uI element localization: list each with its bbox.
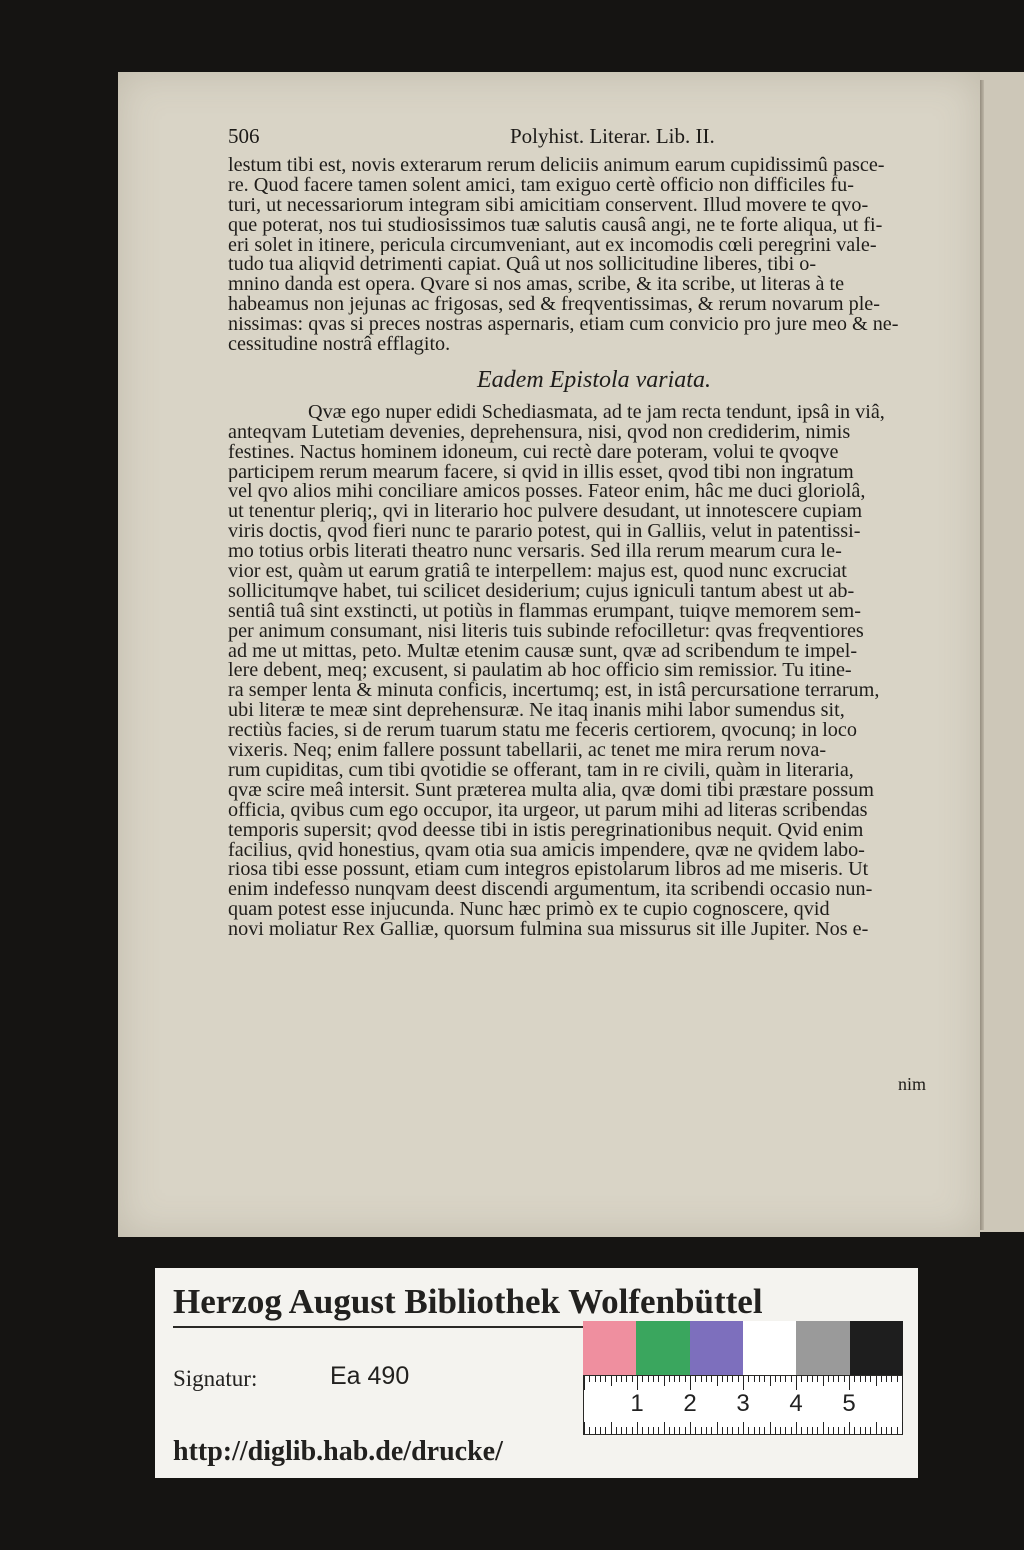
ruler-tick: [865, 1427, 866, 1434]
ruler-tick: [844, 1376, 845, 1382]
text-line: Qvæ ego nuper edidi Schediasmata, ad te jam recta tendunt, ipsâ in viâ,: [308, 402, 885, 423]
ruler-tick: [812, 1376, 813, 1382]
ruler-tick: [642, 1427, 643, 1434]
text-line: que poterat, nos tui studiosissimos tuæ salutis causâ angi, ne te forte aliqua, ut fi-: [228, 215, 883, 236]
ruler-tick: [605, 1427, 606, 1434]
ruler-tick: [632, 1427, 633, 1434]
ruler-tick: [770, 1376, 771, 1386]
ruler-tick: [876, 1422, 877, 1434]
ruler-tick: [658, 1427, 659, 1434]
text-line: tudo tua aliqvid detrimenti capiat. Quâ ut nos sollicitudine liberes, tibi o-: [228, 255, 817, 276]
ruler-tick: [796, 1376, 797, 1390]
text-line: ra semper lenta & minuta conficis, incertumq; est, in istâ percursatione terrarum,: [228, 681, 880, 702]
ruler-tick: [589, 1376, 590, 1382]
text-line: sentiâ tuâ sint exstincti, ut potiùs in flammas erumpant, tuiqve memorem sem-: [228, 601, 861, 622]
ruler-tick: [658, 1376, 659, 1382]
ruler-tick: [621, 1427, 622, 1434]
ruler-tick: [844, 1427, 845, 1434]
text-line: per animum consumant, nisi literis tuis subinde refocilletur: qvas freqventiores: [228, 621, 864, 642]
ruler-tick: [764, 1376, 765, 1382]
ruler-tick: [626, 1427, 627, 1434]
ruler-tick: [690, 1422, 691, 1434]
text-line: vixeris. Neq; enim fallere possunt tabellarii, ac tenet me mira rerum nova-: [228, 741, 827, 761]
ruler-tick: [685, 1376, 686, 1382]
ruler-tick: [828, 1427, 829, 1434]
ruler-tick: [611, 1376, 612, 1386]
text-line: vel qvo alios mihi conciliare amicos posses. Fateor enim, hâc me duci gloriolâ,: [228, 482, 866, 503]
running-head: Polyhist. Literar. Lib. II.: [510, 124, 715, 148]
ruler-tick: [801, 1427, 802, 1434]
ruler-tick: [891, 1427, 892, 1434]
ruler-tick: [653, 1376, 654, 1382]
text-line: turi, ut necessariorum integram sibi amicitiam conservent. Illud movere te qvo-: [228, 195, 869, 216]
ruler-tick: [648, 1376, 649, 1382]
ruler-tick: [722, 1427, 723, 1434]
text-line: rectiùs facies, si de rerum tuarum statu me feceris certiorem, qvocunq; in loco: [228, 721, 857, 742]
ruler-tick: [664, 1422, 665, 1434]
ruler-tick: [849, 1376, 850, 1390]
body-text: [228, 156, 960, 940]
text-line: mo totius orbis literati theatro nunc versaris. Sed illa rerum mearum cura le-: [228, 542, 842, 563]
ruler-tick: [738, 1427, 739, 1434]
color-swatch: [583, 1321, 636, 1375]
text-line: enim indefesso nunqvam deest discendi argumentum, ita scribendi occasio nun-: [228, 880, 873, 901]
text-line: viris doctis, qvod fieri nunc te parario potest, qui in Galliis, velut in patentissi-: [228, 522, 861, 543]
ruler-tick: [674, 1376, 675, 1382]
ruler-number: 2: [683, 1390, 697, 1417]
text-line: ad me ut mittas, peto. Multæ etenim causæ sunt, qvæ ad scribendum te impel-: [228, 641, 858, 662]
ruler-tick: [780, 1376, 781, 1382]
ruler-tick: [637, 1422, 638, 1434]
ruler-tick: [817, 1376, 818, 1382]
text-line: sollicitumqve habet, tui scilicet desiderium; cujus igniculi tantum abest ut ab-: [228, 581, 855, 602]
ruler-tick: [664, 1376, 665, 1386]
library-url: http://diglib.hab.de/drucke/: [173, 1436, 503, 1467]
shelfmark-value: Ea 490: [330, 1362, 410, 1390]
ruler-tick: [595, 1376, 596, 1382]
ruler-tick: [695, 1427, 696, 1434]
text-line: facilius, qvid honestius, qvam otia sua amicis impendere, qvæ ne qvidem labo-: [228, 840, 865, 861]
text-line: re. Quod facere tamen solent amici, tam exiguo certè officio non difficiles fu-: [228, 175, 854, 196]
text-line: officia, qvibus cum ego occupor, ita urgeor, ut parum mihi ad literas scribendas: [228, 800, 868, 821]
text-line: mnino danda est opera. Qvare si nos amas, scribe, & ita scribe, ut literas à te: [228, 275, 845, 296]
ruler-tick: [865, 1376, 866, 1382]
ruler-number: 1: [630, 1390, 644, 1417]
ruler-tick: [584, 1422, 585, 1434]
ruler-tick: [690, 1376, 691, 1390]
ruler-tick: [785, 1427, 786, 1434]
scale-ruler: [583, 1375, 903, 1435]
section-heading: Eadem Epistola variata.: [477, 366, 711, 393]
ruler-tick: [701, 1376, 702, 1382]
color-swatch: [743, 1321, 796, 1375]
library-name: Herzog August Bibliothek Wolfenbüttel: [173, 1282, 763, 1321]
ruler-tick: [891, 1376, 892, 1382]
text-line: cessitudine nostrâ efflagito.: [228, 335, 451, 355]
ruler-tick: [584, 1376, 585, 1390]
ruler-tick: [743, 1376, 744, 1390]
ruler-tick: [759, 1427, 760, 1434]
text-line: ubi literæ te meæ sint deprehensuræ. Ne itaq inanis mihi labor sumendus sit,: [228, 701, 845, 722]
ruler-number: 5: [842, 1390, 856, 1417]
ruler-tick: [759, 1376, 760, 1382]
ruler-tick: [860, 1376, 861, 1382]
ruler-tick: [775, 1376, 776, 1382]
ruler-tick: [812, 1427, 813, 1434]
ruler-tick: [796, 1422, 797, 1434]
ruler-tick: [754, 1376, 755, 1382]
ruler-tick: [621, 1376, 622, 1382]
ruler-tick: [679, 1376, 680, 1382]
ruler-tick: [754, 1427, 755, 1434]
ruler-tick: [743, 1422, 744, 1434]
text-line: lestum tibi est, novis exterarum rerum deliciis animum earum cupidissimû pasce-: [228, 156, 885, 176]
ruler-tick: [669, 1427, 670, 1434]
ruler-tick: [748, 1427, 749, 1434]
text-line: ut tenentur pleriq;, qvi in literario hoc pulvere desudant, ut innotescere cupiam: [228, 502, 863, 523]
ruler-tick: [727, 1376, 728, 1382]
ruler-tick: [732, 1376, 733, 1382]
ruler-tick: [637, 1376, 638, 1390]
ruler-tick: [679, 1427, 680, 1434]
ruler-tick: [791, 1376, 792, 1382]
ruler-tick: [706, 1376, 707, 1382]
text-line: habeamus non jejunas ac frigosas, sed & freqventissimas, & rerum novarum ple-: [228, 295, 880, 316]
ruler-tick: [706, 1427, 707, 1434]
text-line: quam potest esse injucunda. Nunc hæc primò ex te cupio cognoscere, qvid: [228, 900, 830, 921]
ruler-tick: [881, 1427, 882, 1434]
facing-page-edge: [978, 72, 1024, 1232]
color-calibration-strip: [583, 1321, 903, 1375]
ruler-tick: [780, 1427, 781, 1434]
color-swatch: [636, 1321, 689, 1375]
ruler-tick: [828, 1376, 829, 1382]
letter-variant-text: [228, 403, 960, 940]
ruler-tick: [632, 1376, 633, 1382]
ruler-tick: [886, 1376, 887, 1382]
color-swatch: [690, 1321, 743, 1375]
ruler-tick: [838, 1376, 839, 1382]
text-line: novi moliatur Rex Galliæ, quorsum fulmina sua missurus sit ille Jupiter. Nos e-: [228, 920, 869, 940]
ruler-tick: [807, 1376, 808, 1382]
ruler-tick: [669, 1376, 670, 1382]
ruler-tick: [791, 1427, 792, 1434]
ruler-tick: [833, 1376, 834, 1382]
ruler-tick: [653, 1427, 654, 1434]
text-line: eri solet in itinere, pericula circumveniant, aut ex incomodis cœli peregrini vale-: [228, 235, 877, 256]
ruler-tick: [595, 1427, 596, 1434]
ruler-tick: [648, 1427, 649, 1434]
ruler-tick: [817, 1427, 818, 1434]
text-line: lere debent, meq; excusent, si paulatim ab hoc officio sim remissior. Tu itine-: [228, 661, 852, 682]
color-swatch: [850, 1321, 903, 1375]
ruler-tick: [616, 1427, 617, 1434]
text-line: rum cupiditas, cum tibi qvotidie se offerant, tam in re civili, quàm in literaria,: [228, 760, 854, 781]
catchword: nim: [898, 1074, 927, 1094]
text-line: participem rerum mearum facere, si qvid in illis esset, qvod tibi non ingratum: [228, 462, 854, 483]
ruler-tick: [685, 1427, 686, 1434]
ruler-number: 3: [736, 1390, 750, 1417]
ruler-tick: [886, 1427, 887, 1434]
text-line: nissimas: qvas si preces nostras aspernaris, etiam cum convicio pro jure meo & ne-: [228, 315, 899, 336]
ruler-tick: [701, 1427, 702, 1434]
ruler-tick: [823, 1422, 824, 1434]
ruler-tick: [727, 1427, 728, 1434]
ruler-tick: [605, 1376, 606, 1382]
ruler-tick: [600, 1376, 601, 1382]
ruler-tick: [854, 1427, 855, 1434]
ruler-tick: [838, 1427, 839, 1434]
ruler-tick: [711, 1376, 712, 1382]
ruler-tick: [902, 1376, 903, 1390]
shelfmark-label: Signatur:: [173, 1366, 258, 1391]
ruler-tick: [823, 1376, 824, 1386]
ruler-tick: [801, 1376, 802, 1382]
ruler-tick: [642, 1376, 643, 1382]
text-line: riosa tibi esse possunt, etiam cum integros epistolarum libros ad me miseris. Ut: [228, 860, 869, 881]
ruler-tick: [711, 1427, 712, 1434]
ruler-tick: [611, 1422, 612, 1434]
ruler-tick: [833, 1427, 834, 1434]
ruler-tick: [626, 1376, 627, 1382]
ruler-tick: [717, 1422, 718, 1434]
ruler-tick: [764, 1427, 765, 1434]
ruler-tick: [748, 1376, 749, 1382]
ruler-tick: [717, 1376, 718, 1386]
ruler-minor-scale: [584, 1420, 902, 1434]
ruler-tick: [600, 1427, 601, 1434]
ruler-tick: [854, 1376, 855, 1382]
ruler-tick: [807, 1427, 808, 1434]
text-line: anteqvam Lutetiam devenies, deprehensura, nisi, qvod non crediderim, nimis: [228, 422, 851, 443]
ruler-tick: [732, 1427, 733, 1434]
ruler-tick: [695, 1376, 696, 1382]
ruler-tick: [897, 1427, 898, 1434]
ruler-tick: [722, 1376, 723, 1382]
ruler-tick: [881, 1376, 882, 1382]
ruler-tick: [616, 1376, 617, 1382]
ruler-tick: [674, 1427, 675, 1434]
ruler-tick: [775, 1427, 776, 1434]
ruler-tick: [870, 1376, 871, 1382]
ruler-tick: [785, 1376, 786, 1382]
ruler-tick: [770, 1422, 771, 1434]
ruler-tick: [876, 1376, 877, 1386]
page-number: 506: [228, 124, 260, 148]
page-header: [228, 124, 954, 150]
ruler-tick: [860, 1427, 861, 1434]
ruler-number: 4: [789, 1390, 803, 1417]
text-line: festines. Nactus hominem idoneum, cui rectè dare poteram, volui te qvoqve: [228, 442, 839, 463]
ruler-tick: [738, 1376, 739, 1382]
text-line: qvæ scire meâ intersit. Sunt præterea multa alia, qvæ domi tibi præstare possum: [228, 780, 874, 801]
ruler-tick: [870, 1427, 871, 1434]
library-label: [155, 1268, 918, 1478]
ruler-tick: [902, 1422, 903, 1434]
letter-text: [228, 156, 960, 355]
ruler-tick: [897, 1376, 898, 1382]
ruler-tick: [849, 1422, 850, 1434]
color-swatch: [796, 1321, 849, 1375]
text-line: vior est, quàm ut earum gratiâ te interpellem: majus est, quod nunc excruciat: [228, 562, 847, 582]
text-line: temporis supersit; qvod deesse tibi in istis peregrinationibus nequit. Qvid enim: [228, 820, 864, 841]
ruler-tick: [589, 1427, 590, 1434]
